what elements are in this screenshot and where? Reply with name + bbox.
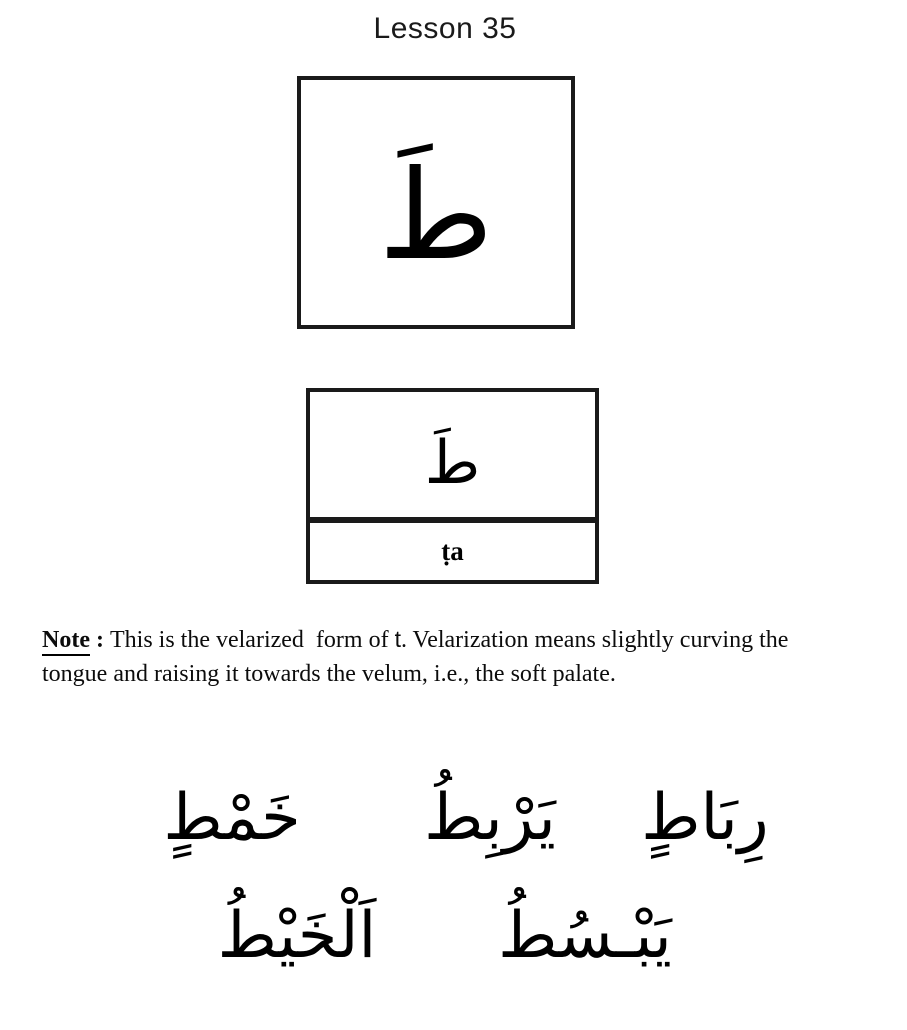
- lesson-title: Lesson 35: [373, 12, 517, 45]
- arabic-word-ribatin: رِبَاطٍ: [641, 781, 769, 855]
- letter-card: [297, 76, 575, 329]
- arabic-word-yabsutu: يَبْـسُطُ: [498, 899, 672, 973]
- note-text-line2: tongue and raising it towards the velum, i.e., the soft palate.: [42, 661, 616, 687]
- arabic-word-khamtin: خَمْطٍ: [163, 781, 301, 855]
- letter-display-small: طَ: [424, 427, 481, 498]
- note-text-line1-before: This is the velarized form of: [109, 627, 395, 653]
- note-inline-letter-t: t: [394, 626, 401, 652]
- pronunciation-translit-cell: [310, 523, 595, 580]
- arabic-word-yarbitu: يَرْبِطُ: [424, 781, 556, 855]
- pronunciation-card: [306, 388, 599, 584]
- transliteration-label: ṭa: [441, 536, 464, 566]
- note-colon: :: [89, 627, 110, 653]
- note-label: Note: [42, 627, 90, 656]
- pronunciation-letter-cell: [310, 392, 595, 523]
- note-paragraph: [42, 622, 884, 691]
- note-text-line1-after: . Velarization means slightly curving the: [400, 627, 789, 653]
- letter-display-large: طَ: [378, 143, 494, 288]
- arabic-word-alkhaytu: اَلْخَيْطُ: [217, 899, 377, 973]
